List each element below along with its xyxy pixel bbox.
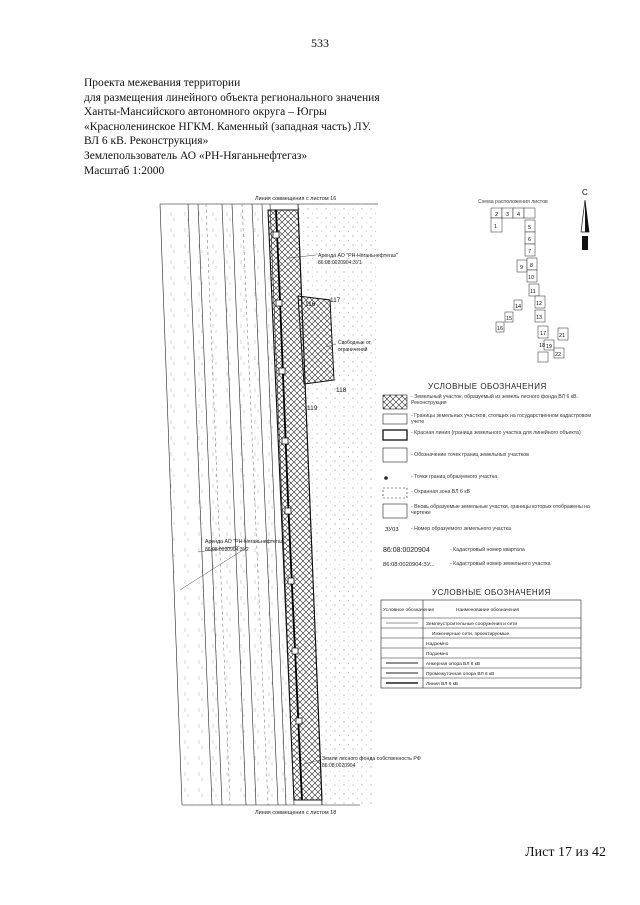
title-line-2: для размещения линейного объекта регионального значения: [84, 91, 380, 104]
point-116: 116: [305, 301, 316, 308]
legend-2-title: УСЛОВНЫЕ ОБОЗНАЧЕНИЯ: [432, 588, 551, 597]
sheet-label: Лист 17 из 42: [525, 845, 606, 860]
legend-2-row-6: Промежуточная опора ВЛ 6 кВ: [426, 672, 495, 677]
point-118: 118: [336, 387, 347, 394]
svg-text:22: 22: [555, 352, 562, 358]
svg-text:11: 11: [530, 289, 536, 295]
svg-text:4: 4: [517, 212, 521, 218]
legend-2-col1: Условное обозначение: [383, 608, 435, 613]
legend-2-row-5: Анкерная опора ВЛ 6 кВ: [426, 662, 481, 667]
svg-text:5: 5: [528, 225, 532, 231]
owner-code-2: 86:08:0020904:ЗУ2: [205, 547, 249, 553]
legend-1-symbols: [383, 395, 407, 518]
svg-text:14: 14: [515, 304, 522, 310]
legend-2-row-4: Подземно: [426, 652, 449, 657]
legend-1-title: УСЛОВНЫЕ ОБОЗНАЧЕНИЯ: [428, 382, 547, 391]
svg-text:2: 2: [495, 212, 499, 218]
owner-code-1: 86:08:0020904:ЗУ1: [318, 260, 362, 266]
legend-2-col2: Наименование обозначения: [456, 608, 520, 613]
legend-2-row-3: Надземно: [426, 642, 449, 647]
svg-text:8: 8: [530, 263, 534, 269]
legend-2-row-7: Линия ВЛ 6 кВ: [426, 682, 459, 687]
land-plot-bulge: [298, 296, 334, 384]
bottom-match-line: Линия совмещения с листом 18: [255, 810, 337, 816]
legend-1-item-5: - Точки границ образуемого участка: [411, 474, 498, 480]
title-line-4: «Красноленинское НГКМ. Каменный (западная часть) ЛУ.: [84, 120, 371, 133]
svg-text:9: 9: [520, 265, 524, 271]
svg-text:7: 7: [528, 249, 532, 255]
svg-text:10: 10: [528, 275, 535, 281]
svg-text:18: 18: [539, 343, 546, 349]
legend-2-row-1: Землеустроительные сооружения и сети: [426, 622, 518, 627]
title-line-5: ВЛ 6 кВ. Реконструкция»: [84, 135, 209, 148]
legend-1-item-3: - Красная линия (граница земельного участка для линейного объекта): [411, 430, 581, 436]
legend-1-item-4: - Обозначение точек границ земельных участков: [411, 452, 529, 458]
title-line-3: Ханты-Мансийского автономного округа – Югры: [84, 106, 327, 119]
svg-text:12: 12: [536, 301, 543, 307]
legend-1-item-10: - Кадастровый номер земельного участка: [450, 561, 551, 567]
north-arrow-icon: [581, 188, 589, 250]
free-label-2: ограничений: [338, 347, 368, 353]
legend-1-item-7: - Вновь образуемые земельные участки, границы которых отображены на чертеже: [411, 504, 590, 517]
svg-text:1: 1: [494, 224, 498, 230]
legend-1-item-1: - Земельный участок, образуемый из земель лесного фонда ВЛ 6 кВ. Реконструкция: [411, 394, 579, 407]
legend-1-item-8: - Номер образуемого земельного участка: [411, 526, 511, 532]
svg-text:16: 16: [497, 326, 504, 332]
page-number: 533: [311, 36, 329, 50]
svg-text:3: 3: [506, 212, 510, 218]
free-label: Свободные от: [338, 340, 371, 346]
state-label: Земли лесного фонда собственность РФ: [322, 756, 421, 762]
title-line-6: Землепользователь АО «РН-Няганьнефтегаз»: [84, 149, 308, 162]
legend-1-item-9: - Кадастровый номер квартала: [450, 547, 525, 553]
legend-1-code-plot: 86:08:0020904:ЗУ...: [383, 562, 435, 568]
svg-text:21: 21: [559, 333, 566, 339]
key-map: [491, 208, 568, 362]
top-match-line: Линия совмещения с листом 16: [255, 196, 337, 202]
owner-label-1: Арендa АО "РН-Няганьнефтегаз": [318, 253, 398, 259]
svg-text:6: 6: [528, 237, 532, 243]
legend-1-item-2: - Границы земельных участков, стоящих на государственном кадастровом учете: [411, 413, 591, 426]
svg-text:17: 17: [540, 331, 547, 337]
svg-text:13: 13: [536, 315, 543, 321]
state-code: 86:08:0020904: [322, 763, 356, 769]
svg-text:19: 19: [546, 344, 553, 350]
svg-text:С: С: [582, 188, 588, 197]
svg-text:15: 15: [506, 316, 513, 322]
legend-1-code-quarter: 86:08:0020904: [383, 547, 430, 554]
point-119: 119: [307, 405, 318, 412]
key-map-title: Схема расположения листов: [478, 199, 548, 205]
legend-2-row-2: Инженерные сети, проектируемые: [432, 632, 510, 637]
owner-label-2: Аренда АО "РН-Няганьнефтегаз": [205, 539, 285, 545]
title-line-7: Масштаб 1:2000: [84, 164, 165, 177]
point-117: 117: [330, 297, 341, 304]
title-line-1: Проекта межевания территории: [84, 77, 241, 89]
legend-1-item-6: - Охранная зона ВЛ 6 кВ: [411, 489, 471, 495]
legend-1-code-zu: ЗУ03: [385, 527, 399, 533]
